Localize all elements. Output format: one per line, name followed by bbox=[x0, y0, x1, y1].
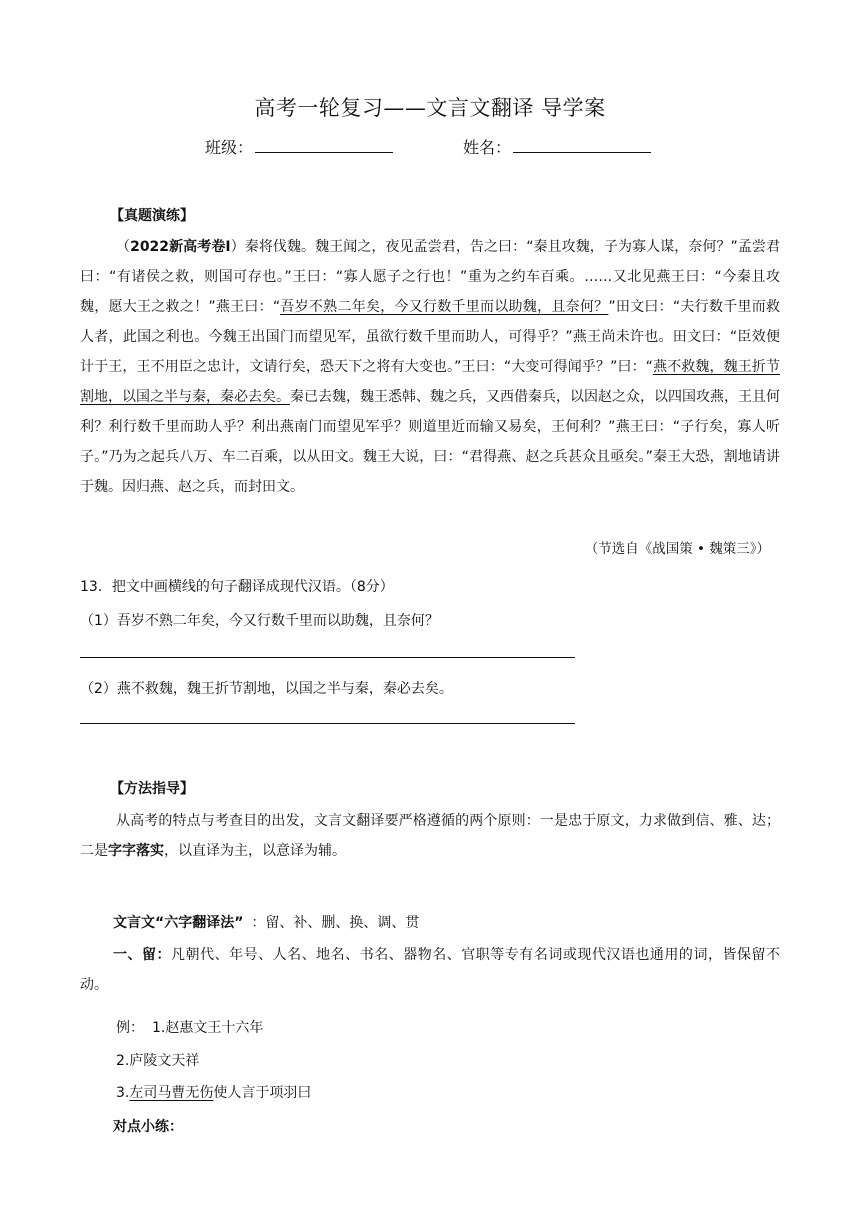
example-1 bbox=[116, 1017, 263, 1037]
answer-line-1[interactable] bbox=[80, 657, 575, 658]
example-label: 例： bbox=[116, 1020, 144, 1036]
page-title: 高考一轮复习——文言文翻译 导学案 bbox=[254, 96, 606, 120]
retain-rule-text: 凡朝代、年号、人名、地名、书名、器物名、官职等专有名词或现代汉语也通用的词，皆保留不动。 bbox=[80, 947, 780, 993]
question-13: 13．把文中画横线的句子翻译成现代汉语。（8分） bbox=[80, 579, 394, 595]
passage-text: 秦已去魏，魏王悉韩、魏之兵，又西借秦兵，以因赵之众，以四国攻燕，王且何利？利行数千里而助人乎？利出燕南门而望见军乎？则道里近而输又易矣，王何利？”燕王曰：“子行矣，寡人听子。”乃为之起兵八万、车二百乘，以从田文。魏王大说，曰：“君得燕、赵之兵甚众且亟矣。”秦王大恐，割地请讲于魏。因归燕、赵之兵，而封田文。 bbox=[80, 389, 780, 495]
classical-passage bbox=[80, 232, 780, 502]
six-word-method-list: ：留、补、删、换、调、贯 bbox=[251, 915, 420, 931]
retain-rule-label: 一、留： bbox=[113, 947, 172, 963]
name-label: 姓名： bbox=[463, 138, 512, 157]
underlined-sentence-2: 燕不救魏，魏王折节割地，以国之半与秦，秦必去矣。 bbox=[80, 359, 781, 405]
question-13-2: （2）燕不救魏，魏王折节割地，以国之半与秦，秦必去矣。 bbox=[80, 681, 453, 697]
example-3-underlined: 左司马曹无伤 bbox=[129, 1085, 214, 1101]
question-13-1: （1）吾岁不熟二年矣，今又行数千里而以助魏，且奈何？ bbox=[80, 613, 439, 629]
passage-text: （ bbox=[116, 239, 131, 255]
example-3-text: 使人言于项羽曰 bbox=[213, 1085, 312, 1101]
answer-line-2[interactable] bbox=[80, 723, 575, 724]
key-phrase: 字字落实 bbox=[108, 843, 164, 859]
method-intro-text: ，以直译为主，以意译为辅。 bbox=[164, 843, 346, 859]
example-1-text: 1.赵惠文王十六年 bbox=[152, 1020, 264, 1036]
six-word-method-title: 文言文“六字翻译法” bbox=[113, 915, 244, 931]
passage-text: ）秦将伐魏。魏王闻之，夜见孟尝君，告之曰：“秦且攻魏，子为寡人谋，奈何？”孟尝君曰：“有诸侯之救，则国可存也。”王曰：“寡人愿子之行也！”重为之约车百乘。……又北见燕王曰：“今秦且攻魏，愿大王之救之！”燕王曰：“ bbox=[80, 239, 780, 315]
class-blank[interactable] bbox=[255, 136, 393, 153]
six-word-method bbox=[113, 912, 419, 932]
section-heading-method: 【方法指导】 bbox=[110, 781, 194, 797]
exam-source: 2022新高考卷Ⅰ bbox=[130, 239, 231, 255]
method-intro-text: 从高考的特点与考查目的出发，文言文翻译要严格遵循的两个原则：一是忠于原文，力求做到信、雅、达；二是 bbox=[80, 813, 780, 859]
passage-source: （节选自《战国策 • 魏策三》） bbox=[584, 541, 770, 557]
class-label: 班级： bbox=[205, 138, 254, 157]
name-field bbox=[463, 135, 651, 158]
example-3 bbox=[116, 1082, 311, 1102]
practice-heading: 对点小练： bbox=[113, 1119, 183, 1135]
section-heading-exercise: 【真题演练】 bbox=[110, 208, 194, 224]
passage-text: ”田文曰：“夫行数千里而救人者，此国之利也。今魏王出国门而望见军，虽欲行数千里而助人，可得乎？”燕王尚未许也。田文曰：“臣效便计于王，王不用臣之忠计，文请行矣，恐天下之将有大变也。”王曰：“大变可得闻乎？”曰：“ bbox=[80, 299, 780, 375]
underlined-sentence-1: 吾岁不熟二年矣，今又行数千里而以助魏，且奈何？ bbox=[280, 299, 609, 315]
class-field bbox=[205, 135, 393, 158]
example-2: 2.庐陵文天祥 bbox=[116, 1053, 200, 1069]
example-3-number: 3. bbox=[116, 1085, 130, 1101]
retain-rule bbox=[80, 940, 780, 1000]
method-intro bbox=[80, 806, 780, 866]
name-blank[interactable] bbox=[513, 136, 651, 153]
